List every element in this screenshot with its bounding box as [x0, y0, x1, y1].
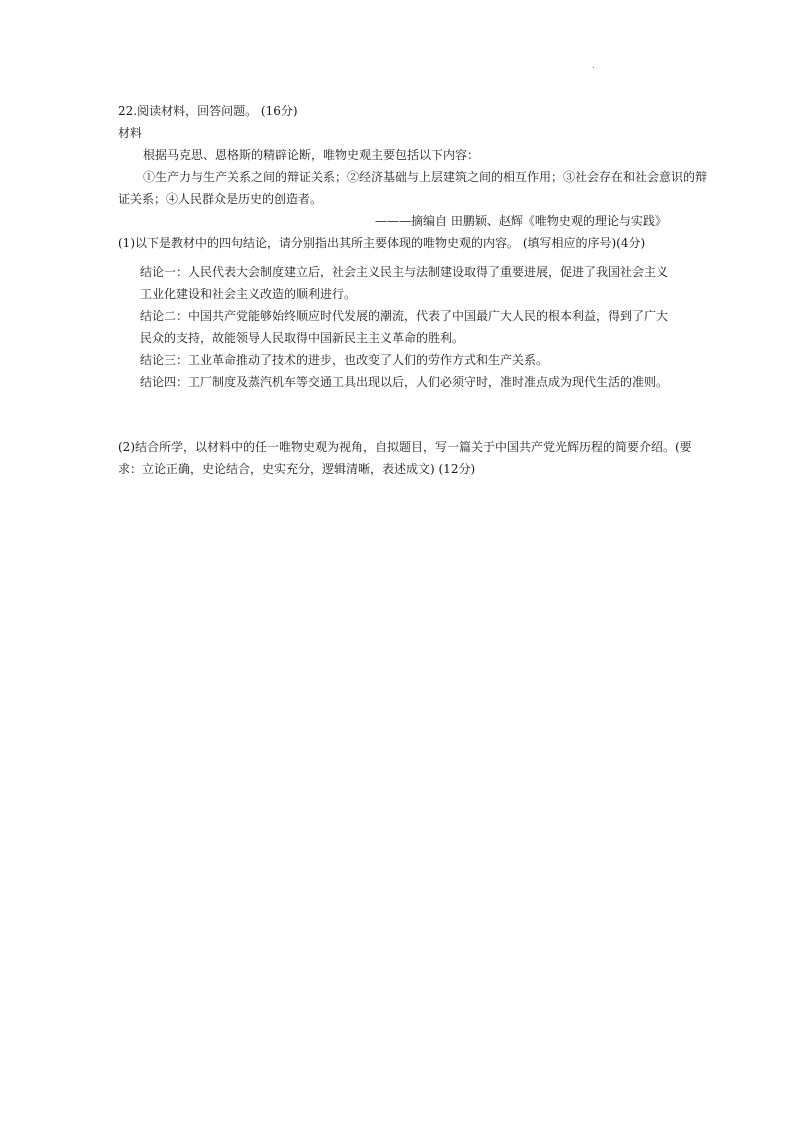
- conclusion-1-line-2: 工业化建设和社会主义改造的顺利进行。: [140, 287, 357, 301]
- conclusion-1-line-1: 结论一：人民代表大会制度建立后，社会主义民主与法制建设取得了重要进展，促进了我国社会主义: [140, 265, 669, 279]
- sub-question-1-prompt: (1)以下是教材中的四句结论，请分别指出其所主要体现的唯物史观的内容。 (填写相应的序号)(4分): [118, 236, 646, 250]
- material-points-line-1: ①生产力与生产关系之间的辩证关系；②经济基础与上层建筑之间的相互作用；③社会存在和社会意识的辩: [143, 170, 708, 184]
- sub-question-2-line-2: 求：立论正确，史论结合，史实充分，逻辑清晰，表述成文) (12分): [118, 462, 476, 476]
- material-label: 材料: [118, 126, 143, 140]
- question-header: 22.阅读材料，回答问题。 (16分): [118, 104, 298, 118]
- conclusion-3: 结论三：工业革命推动了技术的进步，也改变了人们的劳作方式和生产关系。: [140, 353, 549, 367]
- conclusion-2-line-2: 民众的支持，故能领导人民取得中国新民主主义革命的胜利。: [140, 331, 465, 345]
- material-source: ———摘编自 田鹏颖、赵辉《唯物史观的理论与实践》: [375, 214, 667, 228]
- conclusion-2-line-1: 结论二：中国共产党能够始终顺应时代发展的潮流，代表了中国最广大人民的根本利益，得到了广大: [140, 309, 669, 323]
- sub-question-2-line-1: (2)结合所学，以材料中的任一唯物史观为视角，自拟题目，写一篇关于中国共产党光辉历程的简要介绍。(要: [118, 440, 692, 454]
- page-mark: .: [592, 61, 595, 71]
- material-points-line-2: 证关系；④人民群众是历史的创造者。: [118, 192, 323, 206]
- conclusion-4: 结论四：工厂制度及蒸汽机车等交通工具出现以后，人们必须守时，准时准点成为现代生活的准则。: [140, 375, 669, 389]
- material-intro: 根据马克思、恩格斯的精辟论断，唯物史观主要包括以下内容：: [143, 148, 480, 162]
